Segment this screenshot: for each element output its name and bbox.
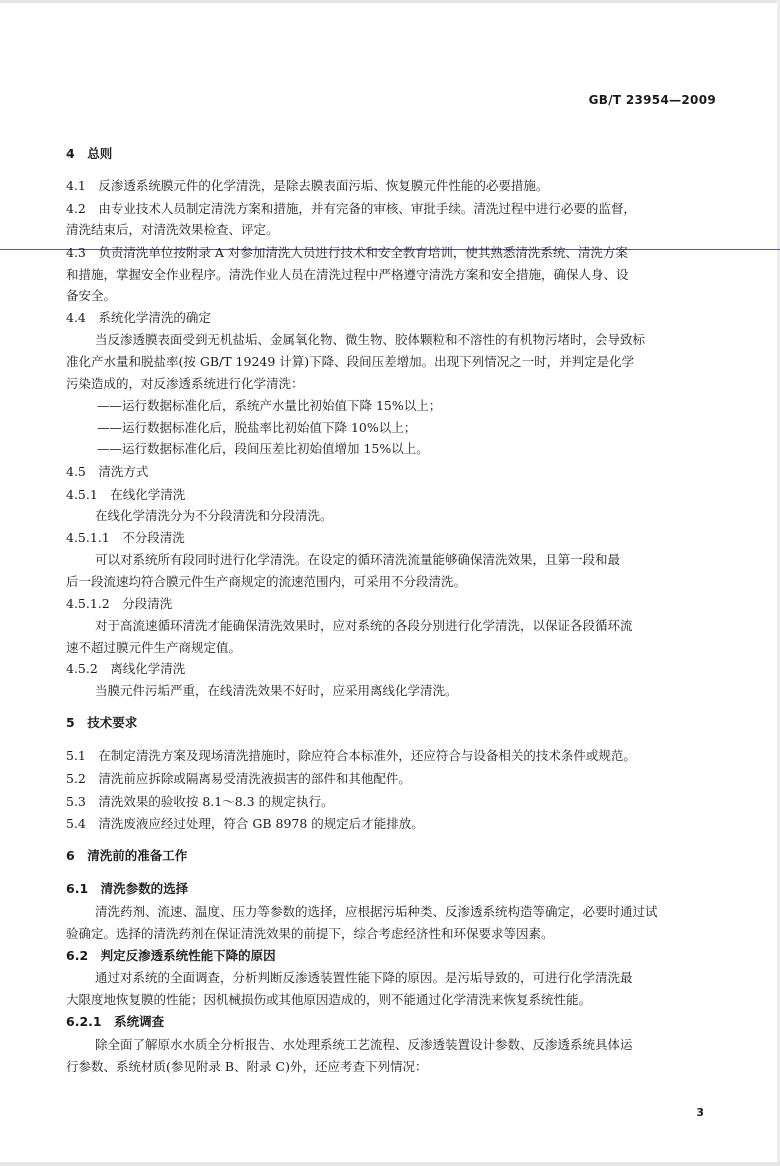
subclause-heading: 4.5.1 在线化学清洗: [66, 487, 186, 502]
clause-continuation: 备安全。: [66, 288, 117, 303]
clause-continuation: 和措施，掌握安全作业程序。清洗作业人员在清洗过程中严格遵守清洗方案和安全措施，确保人身、设: [66, 267, 629, 282]
subclause-heading: 6.1 清洗参数的选择: [66, 881, 189, 896]
subclause-heading: 6.2 判定反渗透系统性能下降的原因: [66, 948, 276, 963]
section-heading: 5 技术要求: [66, 715, 138, 730]
subclause-heading: 4.5.1.1 不分段清洗: [66, 530, 185, 545]
paragraph: 除全面了解原水水质全分析报告、水处理系统工艺流程、反渗透装置设计参数、反渗透系统具体运: [95, 1037, 633, 1052]
paragraph-continuation: 污染造成的，对反渗透系统进行化学清洗：: [66, 376, 304, 391]
scan-edge-bottom: [0, 1162, 780, 1166]
paragraph: 当膜元件污垢严重，在线清洗效果不好时，应采用离线化学清洗。: [95, 683, 458, 698]
paragraph-continuation: 准化产水量和脱盐率(按 GB/T 19249 计算)下降、段间压差增加。出现下列情况之一时，并判定是化学: [66, 354, 635, 369]
subclause-heading: 4.5.1.2 分段清洗: [66, 596, 173, 611]
scan-edge-top: [0, 0, 780, 3]
section-heading: 4 总则: [66, 146, 113, 161]
paragraph-continuation: 后一段流速均符合膜元件生产商规定的流速范围内，可采用不分段清洗。: [66, 574, 467, 589]
section-heading: 6 清洗前的准备工作: [66, 848, 188, 863]
clause: 5.1 在制定清洗方案及现场清洗措施时，除应符合本标准外，还应符合与设备相关的技术条件或规范。: [66, 748, 636, 763]
paragraph: 对于高流速循环清洗才能确保清洗效果时，应对系统的各段分别进行化学清洗，以保证各段循环流: [95, 618, 633, 633]
paragraph: 在线化学清洗分为不分段清洗和分段清洗。: [95, 508, 333, 523]
paragraph-continuation: 速不超过膜元件生产商规定值。: [66, 640, 242, 655]
paragraph-continuation: 验确定。选择的清洗药剂在保证清洗效果的前提下，综合考虑经济性和环保要求等因素。: [66, 926, 554, 941]
clause: 5.4 清洗废液应经过处理，符合 GB 8978 的规定后才能排放。: [66, 816, 424, 831]
subclause-heading: 4.5.2 离线化学清洗: [66, 661, 186, 676]
paragraph-continuation: 大限度地恢复膜的性能；因机械损伤或其他原因造成的，则不能通过化学清洗来恢复系统性能。: [66, 992, 592, 1007]
list-item: ——运行数据标准化后，系统产水量比初始值下降 15%以上；: [97, 398, 442, 413]
subclause-heading: 6.2.1 系统调查: [66, 1014, 165, 1029]
clause: 5.2 清洗前应拆除或隔离易受清洗液损害的部件和其他配件。: [66, 771, 411, 786]
paragraph: 通过对系统的全面调查，分析判断反渗透装置性能下降的原因。是污垢导致的，可进行化学清洗最: [95, 970, 633, 985]
clause: 4.3 负责清洗单位按附录 A 对参加清洗人员进行技术和安全教育培训，使其熟悉清洗系统、清洗方案: [66, 245, 628, 260]
paragraph: 可以对系统所有段同时进行化学清洗。在设定的循环清洗流量能够确保清洗效果，且第一段和最: [95, 552, 621, 567]
paragraph: 当反渗透膜表面受到无机盐垢、金属氧化物、微生物、胶体颗粒和不溶性的有机物污堵时，会导致标: [95, 332, 646, 347]
list-item: ——运行数据标准化后，脱盐率比初始值下降 10%以上；: [97, 420, 417, 435]
page-number: 3: [696, 1106, 704, 1119]
clause: 5.3 清洗效果的验收按 8.1～8.3 的规定执行。: [66, 794, 334, 809]
list-item: ——运行数据标准化后，段间压差比初始值增加 15%以上。: [97, 441, 429, 456]
standard-code: GB/T 23954—2009: [588, 93, 716, 107]
clause-continuation: 清洗结束后，对清洗效果检查、评定。: [66, 222, 279, 237]
subclause-heading: 4.5 清洗方式: [66, 464, 149, 479]
paragraph: 清洗药剂、流速、温度、压力等参数的选择，应根据污垢种类、反渗透系统构造等确定，必要时通过试: [95, 904, 658, 919]
paragraph-continuation: 行参数、系统材质(参见附录 B、附录 C)外，还应考查下列情况：: [66, 1059, 428, 1074]
clause: 4.2 由专业技术人员制定清洗方案和措施，并有完备的审核、审批手续。清洗过程中进行必要的监督，: [66, 201, 636, 216]
subclause-heading: 4.4 系统化学清洗的确定: [66, 310, 211, 325]
clause: 4.1 反渗透系统膜元件的化学清洗，是除去膜表面污垢、恢复膜元件性能的必要措施。: [66, 178, 549, 193]
